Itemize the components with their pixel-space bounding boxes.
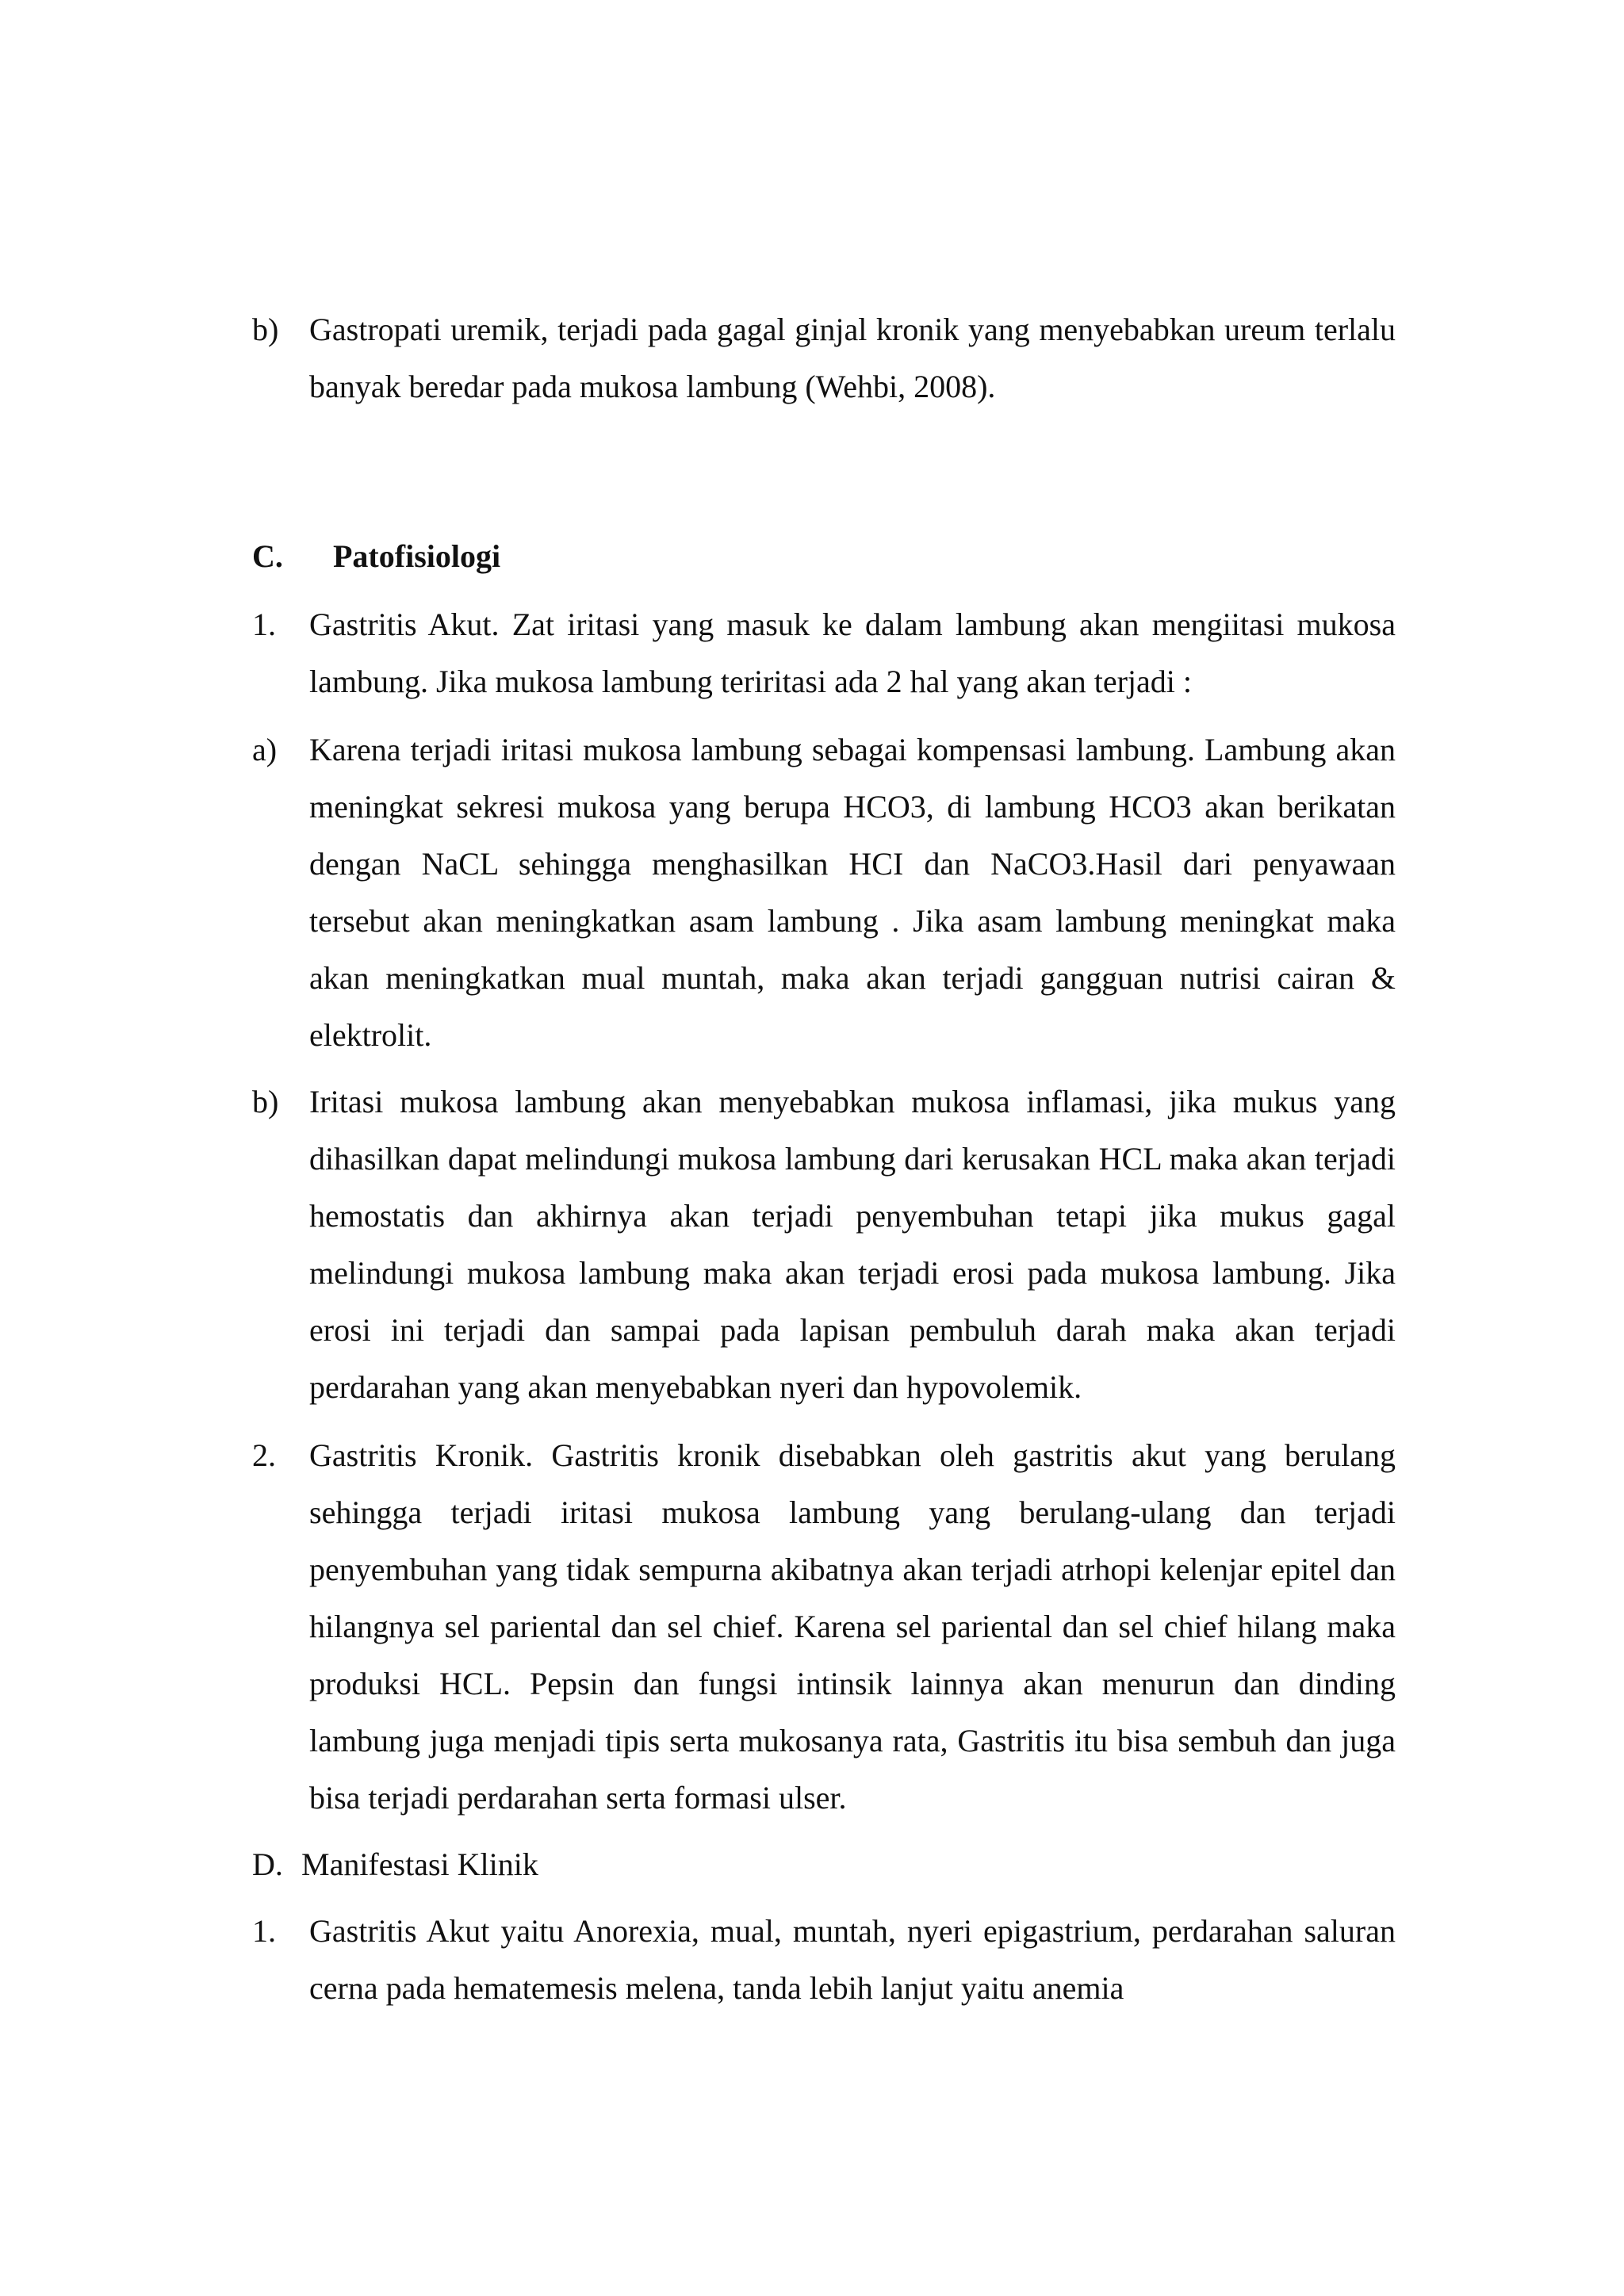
list-item-a-iritasi (252, 721, 1396, 1064)
list-item-1-manifestasi (252, 1903, 1396, 2017)
paragraph-text: Gastritis Akut yaitu Anorexia, mual, muntah, nyeri epigastrium, perdarahan saluran cerna pada hematemesis melena, tanda lebih lanjut yaitu anemia (309, 1913, 1396, 2006)
paragraph-text: Gastritis Kronik. Gastritis kronik disebabkan oleh gastritis akut yang berulang sehingga terjadi iritasi mukosa lambung yang berulang-ulang dan terjadi penyembuhan yang tidak sempurna akibatnya akan terjadi atrhopi kelenjar epitel dan hilangnya sel pariental dan sel chief. Karena sel pariental dan sel chief hilang maka produksi HCL. Pepsin dan fungsi intinsik lainnya akan menurun dan dinding lambung juga menjadi tipis serta mukosanya rata, Gastritis itu bisa sembuh dan juga bisa terjadi perdarahan serta formasi ulser. (309, 1437, 1396, 1816)
list-item-b-gastropati (252, 301, 1396, 415)
section-number: D. (252, 1846, 283, 1882)
section-title: Manifestasi Klinik (301, 1846, 538, 1882)
paragraph-text: Karena terjadi iritasi mukosa lambung sebagai kompensasi lambung. Lambung akan meningkat sekresi mukosa yang berupa HCO3, di lambung HCO3 akan berikatan dengan NaCL sehingga menghasilkan HCI dan NaCO3.Hasil dari penyawaan tersebut akan meningkatkan asam lambung . Jika asam lambung meningkat maka akan meningkatkan mual muntah, maka akan terjadi gangguan nutrisi cairan & elektrolit. (309, 732, 1396, 1053)
list-item-b-inflamasi (252, 1073, 1396, 1416)
list-marker: b) (252, 1084, 279, 1119)
list-marker: 1. (252, 607, 276, 642)
list-item-1-gastritis-akut (252, 596, 1396, 710)
list-marker: a) (252, 732, 278, 767)
section-title: Patofisiologi (333, 538, 501, 574)
list-marker: 1. (252, 1913, 276, 1949)
paragraph-text: Gastropati uremik, terjadi pada gagal ginjal kronik yang menyebabkan ureum terlalu banyak beredar pada mukosa lambung (Wehbi, 2008). (309, 312, 1396, 404)
paragraph-text: Iritasi mukosa lambung akan menyebabkan mukosa inflamasi, jika mukus yang dihasilkan dapat melindungi mukosa lambung dari kerusakan HCL maka akan terjadi hemostatis dan akhirnya akan terjadi penyembuhan tetapi jika mukus gagal melindungi mukosa lambung maka akan terjadi erosi pada mukosa lambung. Jika erosi ini terjadi dan sampai pada lapisan pembuluh darah maka akan terjadi perdarahan yang akan menyebabkan nyeri dan hypovolemik. (309, 1084, 1396, 1405)
section-number: C. (252, 538, 283, 574)
list-marker: 2. (252, 1437, 276, 1473)
list-marker: b) (252, 312, 279, 347)
list-item-2-gastritis-kronik (252, 1427, 1396, 1827)
paragraph-text: Gastritis Akut. Zat iritasi yang masuk ke dalam lambung akan mengiitasi mukosa lambung. Jika mukosa lambung teriritasi ada 2 hal yang akan terjadi : (309, 607, 1396, 699)
